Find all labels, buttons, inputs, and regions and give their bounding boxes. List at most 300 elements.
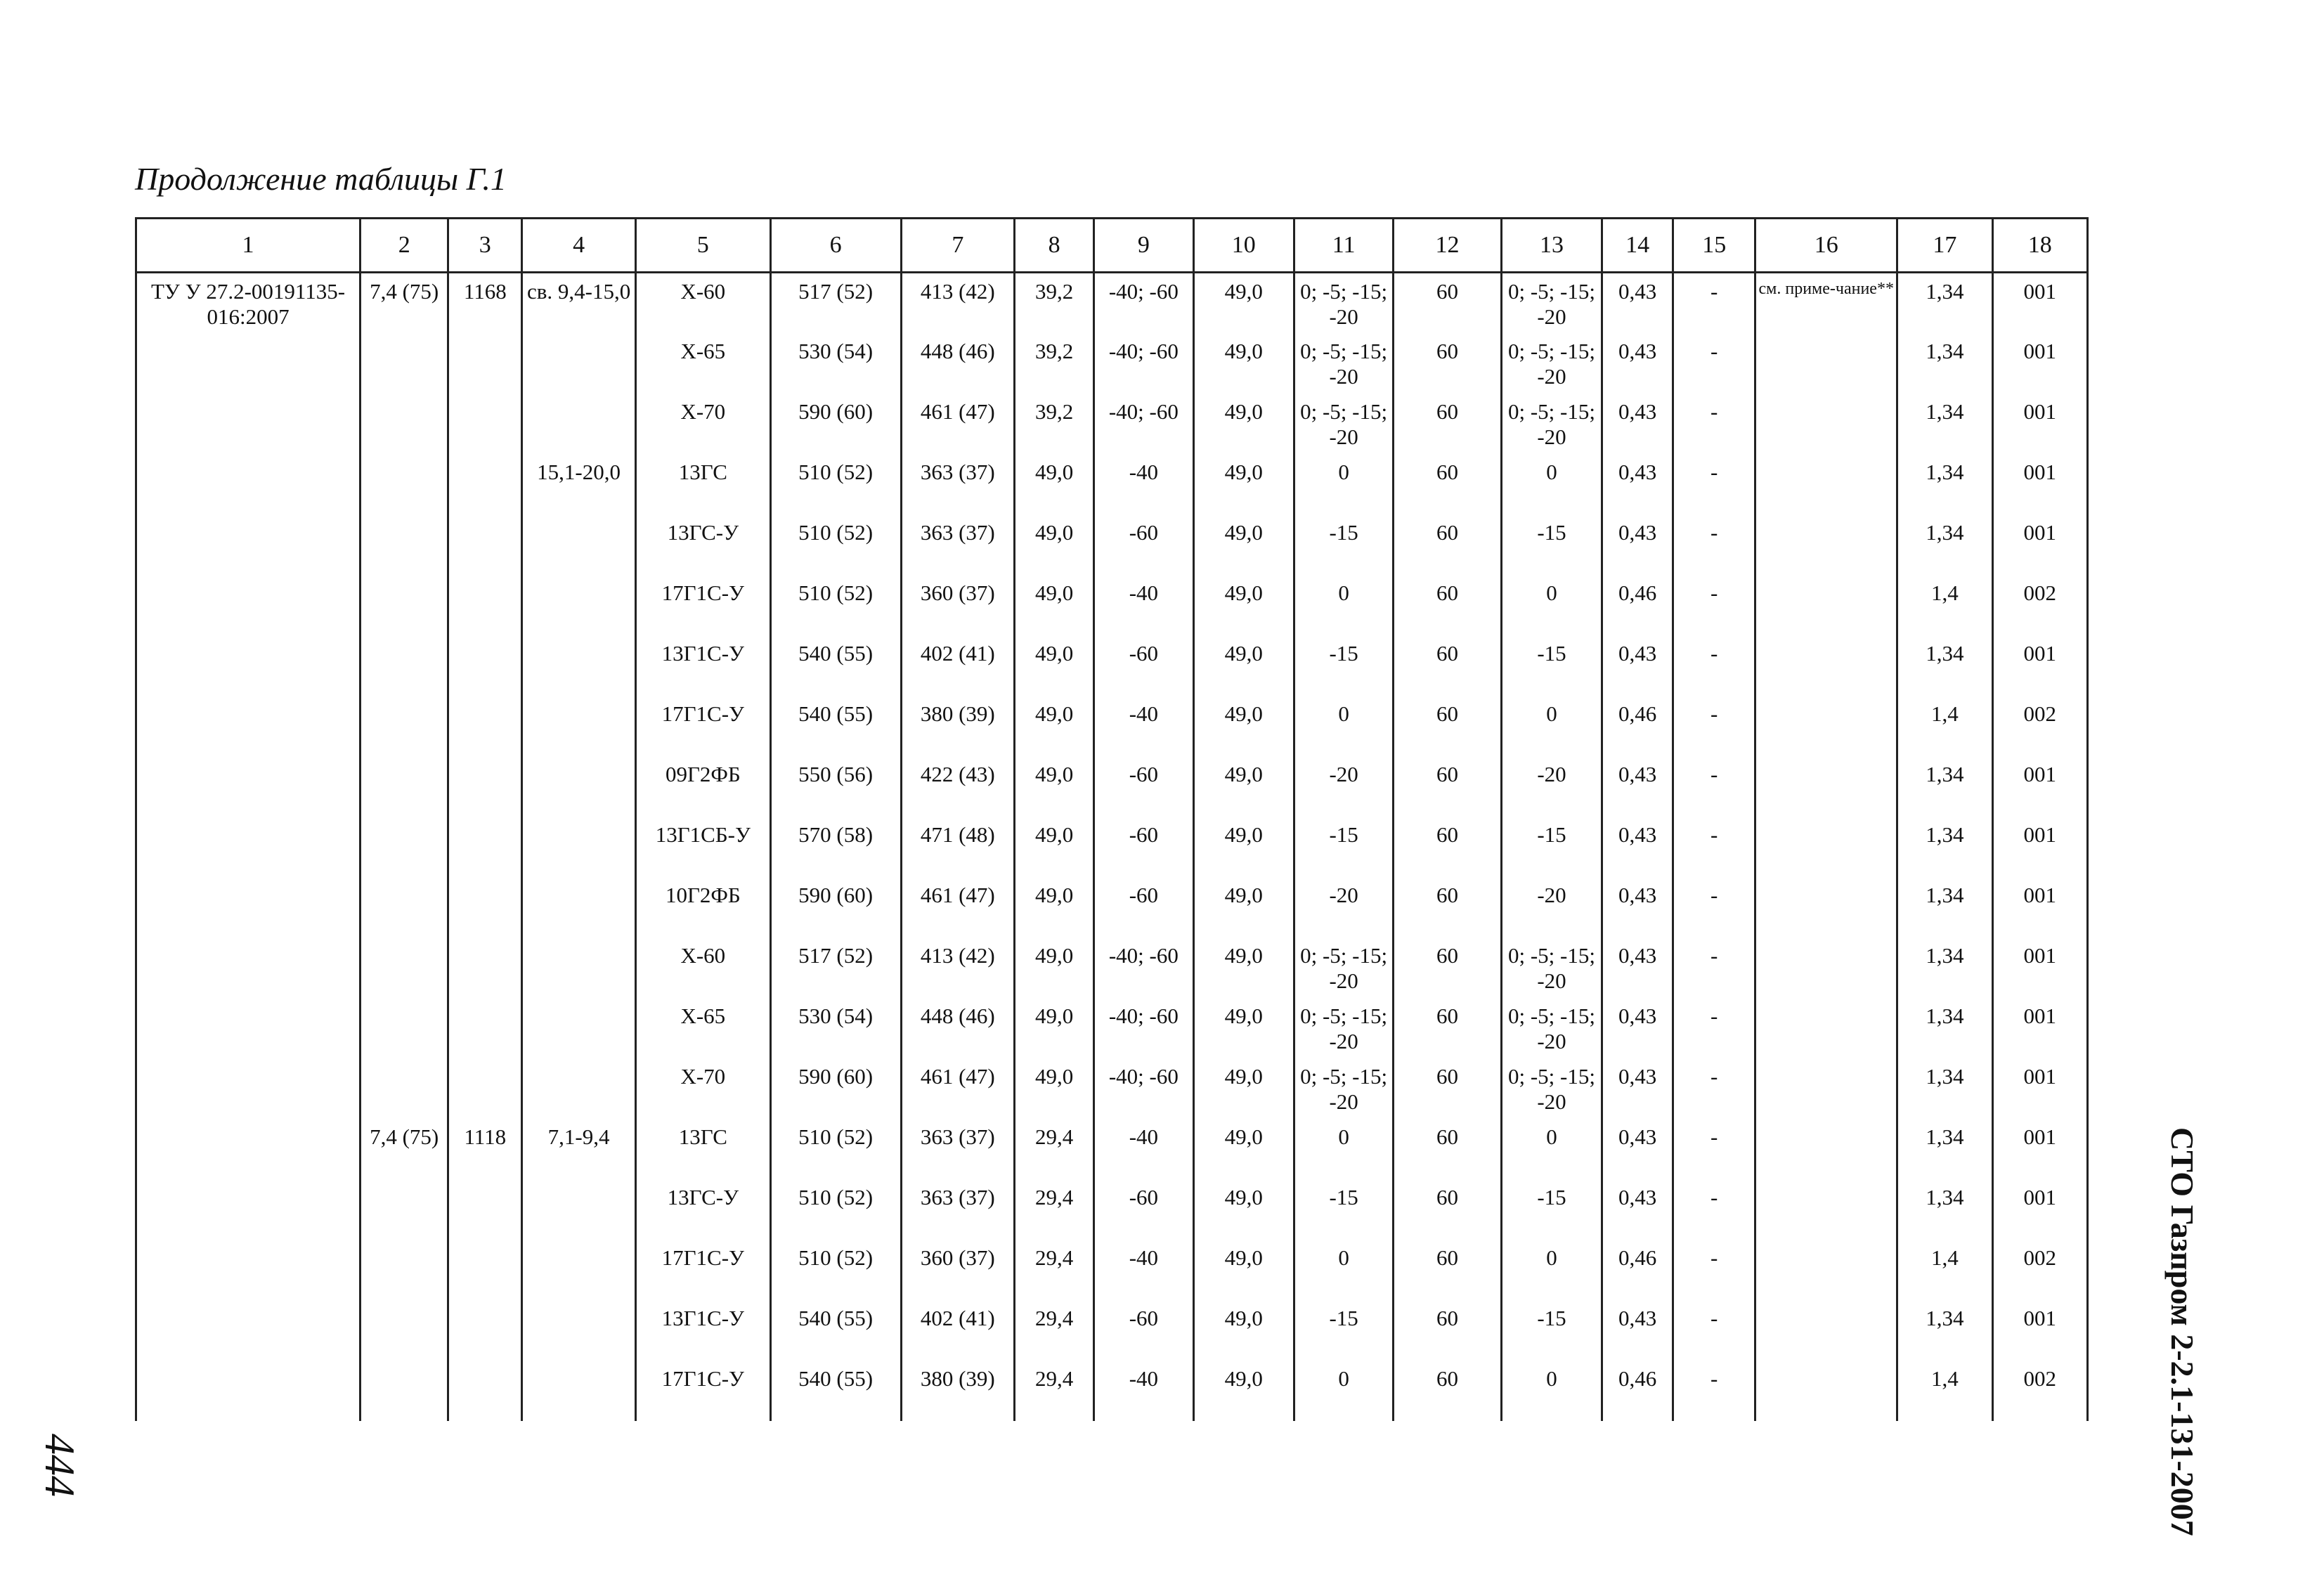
table-cell-col-14: 0,43 xyxy=(1602,1300,1673,1361)
table-cell-col-2 xyxy=(361,877,448,937)
table-cell-col-1 xyxy=(136,635,361,696)
table-cell-col-5: 13ГС-У xyxy=(635,1179,770,1240)
table-cell-col-6: 510 (52) xyxy=(770,1119,901,1179)
table-cell-col-6: 510 (52) xyxy=(770,454,901,514)
table-cell-col-12: 60 xyxy=(1394,1058,1501,1119)
table-cell-col-10: 49,0 xyxy=(1193,756,1294,817)
table-cell-col-1 xyxy=(136,998,361,1058)
table-cell-col-13: 0; -5; -15; -20 xyxy=(1501,1058,1602,1119)
table-row xyxy=(136,575,2088,635)
table-cell-col-11: -20 xyxy=(1294,756,1393,817)
table-cell-col-9: -60 xyxy=(1094,635,1193,696)
table-cell-col-9: -40 xyxy=(1094,575,1193,635)
table-cell-col-6: 590 (60) xyxy=(770,394,901,454)
table-cell-col-14: 0,43 xyxy=(1602,514,1673,575)
table-cell-col-1 xyxy=(136,454,361,514)
table-cell-col-18: 001 xyxy=(1992,817,2087,877)
column-number-10: 10 xyxy=(1193,219,1294,273)
table-cell-col-16 xyxy=(1755,1179,1897,1240)
table-cell-col-3 xyxy=(448,1300,522,1361)
table-cell-col-10: 49,0 xyxy=(1193,1300,1294,1361)
table-cell-col-14: 0,43 xyxy=(1602,454,1673,514)
column-number-14: 14 xyxy=(1602,219,1673,273)
table-cell-col-8: 49,0 xyxy=(1015,1058,1094,1119)
table-cell-col-4 xyxy=(522,1361,636,1421)
table-cell-col-1 xyxy=(136,1119,361,1179)
table-cell-col-3 xyxy=(448,514,522,575)
table-cell-col-16 xyxy=(1755,394,1897,454)
table-cell-col-12: 60 xyxy=(1394,1119,1501,1179)
table-cell-col-5: 09Г2ФБ xyxy=(635,756,770,817)
table-cell-col-16 xyxy=(1755,696,1897,756)
table-cell-col-16 xyxy=(1755,1119,1897,1179)
column-number-8: 8 xyxy=(1015,219,1094,273)
table-cell-col-12: 60 xyxy=(1394,696,1501,756)
table-cell-col-14: 0,43 xyxy=(1602,1179,1673,1240)
table-cell-col-18: 001 xyxy=(1992,1119,2087,1179)
table-cell-col-18: 001 xyxy=(1992,394,2087,454)
table-cell-col-10: 49,0 xyxy=(1193,1058,1294,1119)
table-cell-col-8: 49,0 xyxy=(1015,937,1094,998)
table-cell-col-15: - xyxy=(1673,1300,1755,1361)
table-cell-col-6: 517 (52) xyxy=(770,273,901,333)
table-cell-col-6: 540 (55) xyxy=(770,635,901,696)
table-cell-col-16 xyxy=(1755,1058,1897,1119)
column-number-12: 12 xyxy=(1394,219,1501,273)
table-cell-col-12: 60 xyxy=(1394,1361,1501,1421)
table-cell-col-12: 60 xyxy=(1394,454,1501,514)
table-cell-col-8: 49,0 xyxy=(1015,696,1094,756)
table-cell-col-14: 0,46 xyxy=(1602,575,1673,635)
table-cell-col-7: 402 (41) xyxy=(901,635,1015,696)
table-row xyxy=(136,817,2088,877)
table-cell-col-1 xyxy=(136,1179,361,1240)
table-cell-col-6: 540 (55) xyxy=(770,696,901,756)
table-cell-col-14: 0,43 xyxy=(1602,394,1673,454)
table-cell-col-9: -40; -60 xyxy=(1094,998,1193,1058)
table-cell-col-17: 1,4 xyxy=(1897,575,1992,635)
table-cell-col-16 xyxy=(1755,514,1897,575)
table-cell-col-2 xyxy=(361,1361,448,1421)
table-cell-col-11: -15 xyxy=(1294,514,1393,575)
table-cell-col-11: 0; -5; -15; -20 xyxy=(1294,333,1393,394)
table-cell-col-8: 49,0 xyxy=(1015,817,1094,877)
table-cell-col-2 xyxy=(361,1300,448,1361)
table-cell-col-18: 002 xyxy=(1992,575,2087,635)
table-cell-col-16 xyxy=(1755,1361,1897,1421)
column-number-11: 11 xyxy=(1294,219,1393,273)
table-cell-col-7: 380 (39) xyxy=(901,1361,1015,1421)
table-cell-col-5: X-60 xyxy=(635,937,770,998)
table-cell-col-3 xyxy=(448,333,522,394)
table-cell-col-10: 49,0 xyxy=(1193,817,1294,877)
column-number-17: 17 xyxy=(1897,219,1992,273)
table-cell-col-5: X-65 xyxy=(635,998,770,1058)
table-cell-col-10: 49,0 xyxy=(1193,333,1294,394)
table-cell-col-6: 590 (60) xyxy=(770,877,901,937)
table-cell-col-16 xyxy=(1755,333,1897,394)
table-cell-col-18: 001 xyxy=(1992,1300,2087,1361)
table-cell-col-1 xyxy=(136,514,361,575)
table-cell-col-16 xyxy=(1755,756,1897,817)
table-cell-col-17: 1,34 xyxy=(1897,1119,1992,1179)
table-cell-col-12: 60 xyxy=(1394,273,1501,333)
table-cell-col-7: 363 (37) xyxy=(901,514,1015,575)
table-cell-col-16 xyxy=(1755,998,1897,1058)
table-cell-col-15: - xyxy=(1673,514,1755,575)
table-cell-col-7: 380 (39) xyxy=(901,696,1015,756)
table-cell-col-1 xyxy=(136,1300,361,1361)
table-cell-col-3: 1118 xyxy=(448,1119,522,1179)
table-cell-col-9: -40 xyxy=(1094,696,1193,756)
table-cell-col-1 xyxy=(136,756,361,817)
table-cell-col-12: 60 xyxy=(1394,1179,1501,1240)
table-cell-col-11: -15 xyxy=(1294,1179,1393,1240)
table-cell-col-11: 0 xyxy=(1294,696,1393,756)
table-row xyxy=(136,696,2088,756)
table-cell-col-13: 0 xyxy=(1501,575,1602,635)
table-cell-col-15: - xyxy=(1673,937,1755,998)
table-cell-col-14: 0,43 xyxy=(1602,1058,1673,1119)
table-cell-col-1 xyxy=(136,1058,361,1119)
column-number-2: 2 xyxy=(361,219,448,273)
table-cell-col-3: 1168 xyxy=(448,273,522,333)
table-cell-col-11: -20 xyxy=(1294,877,1393,937)
table-cell-col-15: - xyxy=(1673,756,1755,817)
table-cell-col-4 xyxy=(522,394,636,454)
column-number-16: 16 xyxy=(1755,219,1897,273)
table-cell-col-5: 13Г1С-У xyxy=(635,1300,770,1361)
table-cell-col-3 xyxy=(448,1240,522,1300)
table-cell-col-8: 29,4 xyxy=(1015,1119,1094,1179)
column-number-6: 6 xyxy=(770,219,901,273)
table-cell-col-7: 448 (46) xyxy=(901,333,1015,394)
table-cell-col-6: 517 (52) xyxy=(770,937,901,998)
table-cell-col-1 xyxy=(136,1361,361,1421)
column-number-18: 18 xyxy=(1992,219,2087,273)
table-cell-col-10: 49,0 xyxy=(1193,937,1294,998)
table-cell-col-11: 0 xyxy=(1294,1240,1393,1300)
table-cell-col-7: 461 (47) xyxy=(901,394,1015,454)
data-table xyxy=(135,217,2089,1421)
table-cell-col-4 xyxy=(522,1300,636,1361)
table-cell-col-10: 49,0 xyxy=(1193,273,1294,333)
table-cell-col-5: 13ГС xyxy=(635,454,770,514)
table-cell-col-5: 17Г1С-У xyxy=(635,1361,770,1421)
table-cell-col-7: 471 (48) xyxy=(901,817,1015,877)
table-cell-col-13: -20 xyxy=(1501,756,1602,817)
table-cell-col-15: - xyxy=(1673,454,1755,514)
table-cell-col-18: 001 xyxy=(1992,635,2087,696)
column-number-7: 7 xyxy=(901,219,1015,273)
table-cell-col-9: -40; -60 xyxy=(1094,394,1193,454)
table-cell-col-13: 0; -5; -15; -20 xyxy=(1501,998,1602,1058)
table-row xyxy=(136,998,2088,1058)
table-cell-col-14: 0,43 xyxy=(1602,937,1673,998)
table-cell-col-14: 0,46 xyxy=(1602,1240,1673,1300)
table-cell-col-8: 49,0 xyxy=(1015,575,1094,635)
table-cell-col-11: 0 xyxy=(1294,575,1393,635)
table-cell-col-11: 0 xyxy=(1294,1361,1393,1421)
table-cell-col-7: 461 (47) xyxy=(901,1058,1015,1119)
column-number-3: 3 xyxy=(448,219,522,273)
table-cell-col-2 xyxy=(361,817,448,877)
table-cell-col-2 xyxy=(361,514,448,575)
table-cell-col-1 xyxy=(136,394,361,454)
table-cell-col-4 xyxy=(522,937,636,998)
table-cell-col-6: 570 (58) xyxy=(770,817,901,877)
table-cell-col-15: - xyxy=(1673,877,1755,937)
table-cell-col-11: 0; -5; -15; -20 xyxy=(1294,1058,1393,1119)
table-cell-col-11: -15 xyxy=(1294,817,1393,877)
table-cell-col-8: 29,4 xyxy=(1015,1361,1094,1421)
table-row xyxy=(136,756,2088,817)
table-cell-col-11: 0 xyxy=(1294,454,1393,514)
table-cell-col-7: 448 (46) xyxy=(901,998,1015,1058)
table-cell-col-9: -60 xyxy=(1094,756,1193,817)
table-cell-col-2 xyxy=(361,1058,448,1119)
table-cell-col-7: 413 (42) xyxy=(901,273,1015,333)
table-cell-col-17: 1,34 xyxy=(1897,1179,1992,1240)
table-caption: Продолжение таблицы Г.1 xyxy=(135,161,507,197)
table-cell-col-16 xyxy=(1755,575,1897,635)
table-cell-col-5: X-70 xyxy=(635,394,770,454)
table-cell-col-2 xyxy=(361,1179,448,1240)
column-number-5: 5 xyxy=(635,219,770,273)
table-cell-col-2 xyxy=(361,394,448,454)
table-cell-col-2 xyxy=(361,635,448,696)
table-row xyxy=(136,635,2088,696)
table-cell-col-13: 0 xyxy=(1501,1361,1602,1421)
table-cell-col-11: 0; -5; -15; -20 xyxy=(1294,937,1393,998)
table-cell-col-12: 60 xyxy=(1394,635,1501,696)
table-cell-col-13: -15 xyxy=(1501,1179,1602,1240)
table-cell-col-8: 29,4 xyxy=(1015,1179,1094,1240)
table-cell-col-8: 39,2 xyxy=(1015,273,1094,333)
table-cell-col-9: -40 xyxy=(1094,454,1193,514)
table-cell-col-6: 530 (54) xyxy=(770,333,901,394)
table-cell-col-4: 7,1-9,4 xyxy=(522,1119,636,1179)
table-cell-col-15: - xyxy=(1673,817,1755,877)
table-cell-col-8: 29,4 xyxy=(1015,1300,1094,1361)
table-cell-col-1 xyxy=(136,333,361,394)
table-cell-col-16 xyxy=(1755,817,1897,877)
table-cell-col-16 xyxy=(1755,454,1897,514)
table-cell-col-17: 1,34 xyxy=(1897,635,1992,696)
table-cell-col-15: - xyxy=(1673,696,1755,756)
table-cell-col-4 xyxy=(522,696,636,756)
table-cell-col-1 xyxy=(136,817,361,877)
table-cell-col-17: 1,4 xyxy=(1897,696,1992,756)
table-cell-col-7: 413 (42) xyxy=(901,937,1015,998)
table-cell-col-17: 1,34 xyxy=(1897,756,1992,817)
table-cell-col-10: 49,0 xyxy=(1193,454,1294,514)
table-cell-col-12: 60 xyxy=(1394,756,1501,817)
table-cell-col-17: 1,4 xyxy=(1897,1240,1992,1300)
table-cell-col-1 xyxy=(136,575,361,635)
table-cell-col-17: 1,34 xyxy=(1897,877,1992,937)
table-cell-col-17: 1,34 xyxy=(1897,394,1992,454)
table-cell-col-5: 13Г1СБ-У xyxy=(635,817,770,877)
table-cell-col-4 xyxy=(522,635,636,696)
table-cell-col-12: 60 xyxy=(1394,394,1501,454)
table-cell-col-17: 1,34 xyxy=(1897,454,1992,514)
table-cell-col-17: 1,34 xyxy=(1897,514,1992,575)
table-cell-col-13: 0 xyxy=(1501,696,1602,756)
table-cell-col-10: 49,0 xyxy=(1193,575,1294,635)
table-cell-col-7: 363 (37) xyxy=(901,1119,1015,1179)
table-cell-col-13: 0 xyxy=(1501,454,1602,514)
table-cell-col-11: 0; -5; -15; -20 xyxy=(1294,998,1393,1058)
table-row xyxy=(136,877,2088,937)
table-cell-col-13: -15 xyxy=(1501,1300,1602,1361)
table-cell-col-1 xyxy=(136,696,361,756)
table-cell-col-18: 001 xyxy=(1992,1179,2087,1240)
table-cell-col-4 xyxy=(522,333,636,394)
table-cell-col-13: -15 xyxy=(1501,817,1602,877)
table-cell-col-9: -60 xyxy=(1094,514,1193,575)
table-cell-col-7: 360 (37) xyxy=(901,575,1015,635)
table-cell-col-15: - xyxy=(1673,1058,1755,1119)
column-number-13: 13 xyxy=(1501,219,1602,273)
table-cell-col-3 xyxy=(448,454,522,514)
table-cell-col-16 xyxy=(1755,937,1897,998)
table-cell-col-8: 49,0 xyxy=(1015,756,1094,817)
table-cell-col-14: 0,46 xyxy=(1602,696,1673,756)
table-cell-col-6: 550 (56) xyxy=(770,756,901,817)
table-cell-col-1: ТУ У 27.2-00191135-016:2007 xyxy=(136,273,361,333)
table-cell-col-9: -40; -60 xyxy=(1094,273,1193,333)
table-cell-col-15: - xyxy=(1673,1179,1755,1240)
table-cell-col-16 xyxy=(1755,635,1897,696)
table-cell-col-6: 540 (55) xyxy=(770,1300,901,1361)
table-row xyxy=(136,1240,2088,1300)
table-cell-col-17: 1,34 xyxy=(1897,333,1992,394)
table-cell-col-18: 002 xyxy=(1992,1361,2087,1421)
table-cell-col-9: -40 xyxy=(1094,1240,1193,1300)
table-cell-col-14: 0,43 xyxy=(1602,877,1673,937)
table-cell-col-5: 17Г1С-У xyxy=(635,1240,770,1300)
table-cell-col-10: 49,0 xyxy=(1193,998,1294,1058)
table-cell-col-12: 60 xyxy=(1394,333,1501,394)
table-cell-col-9: -40; -60 xyxy=(1094,1058,1193,1119)
table-cell-col-5: X-70 xyxy=(635,1058,770,1119)
table-cell-col-2 xyxy=(361,575,448,635)
column-number-1: 1 xyxy=(136,219,361,273)
column-number-4: 4 xyxy=(522,219,636,273)
table-cell-col-3 xyxy=(448,1179,522,1240)
table-cell-col-9: -40 xyxy=(1094,1119,1193,1179)
table-cell-col-16 xyxy=(1755,1240,1897,1300)
table-cell-col-14: 0,43 xyxy=(1602,756,1673,817)
table-cell-col-13: -15 xyxy=(1501,635,1602,696)
table-cell-col-8: 49,0 xyxy=(1015,998,1094,1058)
table-cell-col-4: 15,1-20,0 xyxy=(522,454,636,514)
table-row xyxy=(136,1361,2088,1421)
table-cell-col-10: 49,0 xyxy=(1193,394,1294,454)
table-cell-col-12: 60 xyxy=(1394,514,1501,575)
table-cell-col-14: 0,43 xyxy=(1602,817,1673,877)
table-cell-col-14: 0,46 xyxy=(1602,1361,1673,1421)
table-cell-col-18: 001 xyxy=(1992,514,2087,575)
table-cell-col-17: 1,34 xyxy=(1897,998,1992,1058)
table-cell-col-18: 002 xyxy=(1992,1240,2087,1300)
table-cell-col-11: -15 xyxy=(1294,635,1393,696)
table-cell-col-2 xyxy=(361,937,448,998)
table-cell-col-13: 0 xyxy=(1501,1119,1602,1179)
table-cell-col-8: 49,0 xyxy=(1015,514,1094,575)
table-cell-col-15: - xyxy=(1673,273,1755,333)
table-cell-col-1 xyxy=(136,937,361,998)
table-cell-col-17: 1,34 xyxy=(1897,937,1992,998)
table-row xyxy=(136,1179,2088,1240)
table-cell-col-10: 49,0 xyxy=(1193,877,1294,937)
table-cell-col-7: 402 (41) xyxy=(901,1300,1015,1361)
table-cell-col-2 xyxy=(361,756,448,817)
table-cell-col-14: 0,43 xyxy=(1602,333,1673,394)
table-cell-col-11: 0 xyxy=(1294,1119,1393,1179)
table-cell-col-9: -40 xyxy=(1094,1361,1193,1421)
table-cell-col-9: -60 xyxy=(1094,1179,1193,1240)
table-cell-col-7: 360 (37) xyxy=(901,1240,1015,1300)
table-cell-col-6: 530 (54) xyxy=(770,998,901,1058)
table-cell-col-7: 363 (37) xyxy=(901,1179,1015,1240)
table-cell-col-12: 60 xyxy=(1394,937,1501,998)
table-cell-col-12: 60 xyxy=(1394,817,1501,877)
table-cell-col-15: - xyxy=(1673,998,1755,1058)
table-cell-col-5: 10Г2ФБ xyxy=(635,877,770,937)
table-cell-col-13: 0; -5; -15; -20 xyxy=(1501,394,1602,454)
table-cell-col-8: 49,0 xyxy=(1015,877,1094,937)
table-row xyxy=(136,454,2088,514)
table-cell-col-17: 1,34 xyxy=(1897,817,1992,877)
table-cell-col-5: X-65 xyxy=(635,333,770,394)
table-cell-col-12: 60 xyxy=(1394,1300,1501,1361)
table-cell-col-9: -40; -60 xyxy=(1094,937,1193,998)
table-row xyxy=(136,1119,2088,1179)
table-cell-col-5: 17Г1С-У xyxy=(635,696,770,756)
table-cell-col-3 xyxy=(448,937,522,998)
table-cell-col-13: 0; -5; -15; -20 xyxy=(1501,333,1602,394)
table-cell-col-10: 49,0 xyxy=(1193,635,1294,696)
table-cell-col-16 xyxy=(1755,1300,1897,1361)
table-cell-col-8: 39,2 xyxy=(1015,333,1094,394)
table-cell-col-2 xyxy=(361,696,448,756)
table-cell-col-7: 363 (37) xyxy=(901,454,1015,514)
table-cell-col-12: 60 xyxy=(1394,877,1501,937)
column-number-15: 15 xyxy=(1673,219,1755,273)
table-cell-col-3 xyxy=(448,635,522,696)
table-cell-col-12: 60 xyxy=(1394,575,1501,635)
table-cell-col-10: 49,0 xyxy=(1193,1240,1294,1300)
table-cell-col-4 xyxy=(522,756,636,817)
table-cell-col-8: 49,0 xyxy=(1015,635,1094,696)
table-cell-col-14: 0,43 xyxy=(1602,1119,1673,1179)
table-cell-col-7: 461 (47) xyxy=(901,877,1015,937)
table-row xyxy=(136,1300,2088,1361)
table-cell-col-15: - xyxy=(1673,575,1755,635)
table-cell-col-6: 590 (60) xyxy=(770,1058,901,1119)
table-cell-col-2 xyxy=(361,333,448,394)
table-cell-col-18: 002 xyxy=(1992,696,2087,756)
table-cell-col-17: 1,34 xyxy=(1897,1300,1992,1361)
table-cell-col-6: 510 (52) xyxy=(770,514,901,575)
table-cell-col-12: 60 xyxy=(1394,1240,1501,1300)
table-cell-col-16: см. приме-чание** xyxy=(1755,273,1897,333)
table-cell-col-2 xyxy=(361,998,448,1058)
table-cell-col-16 xyxy=(1755,877,1897,937)
table-cell-col-4 xyxy=(522,514,636,575)
